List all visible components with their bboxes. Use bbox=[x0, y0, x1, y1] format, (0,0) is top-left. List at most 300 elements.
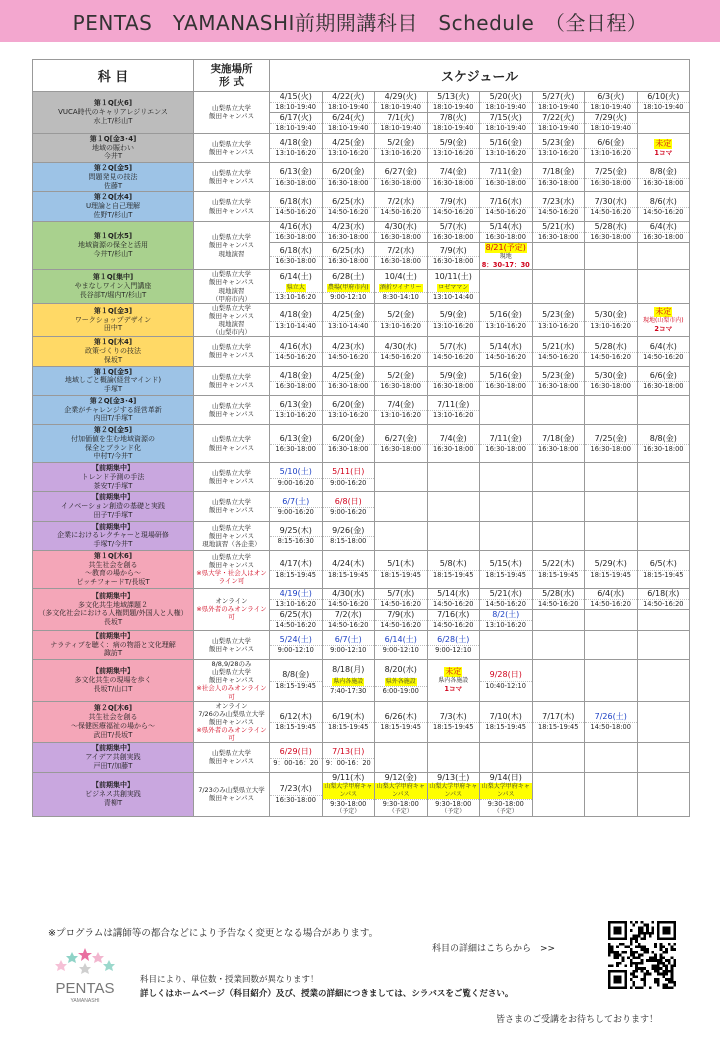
session-date: 5/28(水) bbox=[594, 221, 627, 231]
session-date: 7/26(土) bbox=[594, 711, 627, 721]
venue-text: 山梨県立大学 飯田キャンパス bbox=[208, 139, 255, 157]
session-slot bbox=[322, 192, 375, 221]
session-time: 16:30-18:00 bbox=[428, 444, 480, 454]
course-venue bbox=[194, 366, 270, 395]
venue-text: 山梨県立大学 飯田キャンパス bbox=[208, 343, 255, 360]
session-date: 5/10(土) bbox=[279, 467, 312, 477]
table-header-row bbox=[33, 60, 690, 92]
session-slot bbox=[532, 701, 585, 743]
session-time: 16:30-18:00 bbox=[638, 232, 690, 242]
course-row bbox=[33, 463, 690, 492]
session-slot bbox=[375, 163, 428, 192]
session-time: 13:10-16:20 bbox=[375, 321, 427, 331]
session-time: 13:10-16:20 bbox=[270, 148, 322, 158]
course-venue bbox=[194, 133, 270, 162]
session-date: 5/1(木) bbox=[387, 559, 415, 569]
session-time: 14:50-16:20 bbox=[375, 352, 427, 362]
course-venue bbox=[194, 743, 270, 772]
session-slot bbox=[427, 133, 480, 162]
session-date: 7/1(火) bbox=[387, 112, 415, 122]
session-slot bbox=[322, 630, 375, 659]
session-slot bbox=[480, 743, 533, 772]
session-time: 9:00-16:20 bbox=[323, 478, 375, 488]
session-time: 18:10-19:40 bbox=[270, 102, 322, 112]
session-time: 9:00-12:10 bbox=[375, 645, 427, 655]
session-slot bbox=[375, 630, 428, 659]
session-date: 4/18(金) bbox=[279, 310, 312, 320]
session-slot bbox=[585, 630, 638, 659]
session-time: 9：00-16：20 bbox=[323, 758, 375, 768]
course-teacher: 佐野T/杉山T bbox=[93, 210, 133, 219]
session-slot bbox=[585, 521, 638, 550]
venue-text: 山梨県立大学 飯田キャンパス 現地演習 bbox=[208, 233, 255, 258]
session-date: 7/18(金) bbox=[542, 433, 575, 443]
session-date: 5/29(木) bbox=[594, 559, 627, 569]
course-venue bbox=[194, 221, 270, 270]
session-slot bbox=[375, 192, 428, 221]
session-slot bbox=[637, 463, 690, 492]
session-time: 9：00-16：20 bbox=[270, 758, 322, 768]
session-slot bbox=[532, 303, 585, 337]
session-time: 18:10-19:40 bbox=[375, 102, 427, 112]
session-date: 4/15(火) bbox=[279, 92, 312, 101]
session-time: 14:50-16:20 bbox=[270, 207, 322, 217]
course-teacher: 保坂T bbox=[103, 355, 123, 364]
session-slot bbox=[427, 550, 480, 588]
session-date: 6/6(金) bbox=[597, 138, 625, 148]
session-slot bbox=[270, 743, 323, 772]
session-date: 7/13(日) bbox=[332, 747, 365, 757]
venue-text: 山梨県立大学 飯田キャンパス bbox=[208, 198, 255, 215]
venue-text: 山梨県立大学 飯田キャンパス bbox=[208, 498, 255, 515]
session-place: 県内各施設 bbox=[438, 677, 469, 685]
session-time: 14:50-16:20 bbox=[480, 352, 532, 362]
session-slot bbox=[270, 463, 323, 492]
course-title: 【前期集中】 bbox=[92, 522, 134, 531]
course-title: 第２Q[金5] bbox=[93, 426, 133, 435]
session-slot bbox=[637, 366, 690, 395]
session-time: 16:30-18:00 bbox=[585, 232, 637, 242]
session-slot bbox=[532, 92, 585, 113]
session-time: 9:30-18:00 bbox=[323, 799, 375, 809]
session-slot bbox=[637, 521, 690, 550]
session-slot bbox=[532, 337, 585, 366]
course-title: 第１Q[木4] bbox=[93, 338, 133, 347]
session-slot bbox=[585, 112, 638, 133]
session-date: 9/14(日) bbox=[489, 772, 522, 782]
session-date: 6/12(木) bbox=[279, 711, 312, 721]
session-slot bbox=[427, 772, 480, 816]
course-teacher: ピッチフォードT/長坂T bbox=[76, 578, 150, 587]
session-slot bbox=[375, 701, 428, 743]
session-date: 6/4(水) bbox=[597, 588, 625, 598]
course-subject bbox=[33, 133, 194, 162]
session-date: 6/4(水) bbox=[649, 221, 677, 231]
session-slot bbox=[270, 772, 323, 816]
course-row bbox=[33, 133, 690, 162]
course-venue bbox=[194, 425, 270, 463]
session-date: 6/3(火) bbox=[597, 92, 625, 101]
session-time: 16:30-18:00 bbox=[585, 178, 637, 188]
session-slot bbox=[427, 366, 480, 395]
session-slot bbox=[427, 743, 480, 772]
course-desc: アイデア共創実践 bbox=[85, 753, 141, 762]
venue-text: 山梨県立大学 飯田キャンパス bbox=[208, 469, 255, 486]
session-time: 13:10-14:40 bbox=[270, 321, 322, 331]
course-title: 【前期集中】 bbox=[92, 781, 134, 790]
session-time: 14:50-16:20 bbox=[638, 352, 690, 362]
course-venue bbox=[194, 588, 270, 630]
session-date: 4/16(水) bbox=[279, 341, 312, 351]
session-slot bbox=[637, 660, 690, 702]
session-time: 18:10-19:40 bbox=[638, 102, 690, 112]
session-date: 5/28(水) bbox=[594, 341, 627, 351]
session-place: 県外各施設 bbox=[385, 677, 416, 685]
course-venue bbox=[194, 192, 270, 221]
session-slot bbox=[637, 92, 690, 113]
session-slot bbox=[637, 133, 690, 162]
session-time: 9:00-12:10 bbox=[428, 645, 480, 655]
course-title: 【前期集中】 bbox=[92, 631, 134, 640]
session-slot bbox=[322, 163, 375, 192]
course-venue bbox=[194, 337, 270, 366]
session-slot bbox=[375, 743, 428, 772]
course-venue bbox=[194, 701, 270, 743]
session-date: 5/8(木) bbox=[439, 559, 467, 569]
session-slot bbox=[427, 303, 480, 337]
course-desc: 共生社会を創る ～教育の場から～ bbox=[85, 560, 141, 578]
session-date: 6/19(木) bbox=[332, 711, 365, 721]
venue-text: 山梨県立大学 飯田キャンパス bbox=[208, 372, 255, 389]
session-slot bbox=[637, 743, 690, 772]
course-teacher: 青柳T bbox=[103, 798, 123, 807]
session-time: 16:30-18:00 bbox=[375, 444, 427, 454]
session-slot bbox=[585, 425, 638, 463]
course-desc: 地域資源の保全と活用 bbox=[78, 241, 148, 250]
session-time: 1コマ bbox=[654, 148, 673, 157]
session-slot bbox=[585, 192, 638, 221]
session-note: （予定） bbox=[388, 808, 413, 816]
session-slot bbox=[427, 588, 480, 609]
session-place: 農場(甲府市内) bbox=[327, 284, 369, 292]
session-slot bbox=[480, 660, 533, 702]
session-date: 5/23(金) bbox=[542, 370, 575, 380]
session-date: 4/25(金) bbox=[332, 370, 365, 380]
session-time: 14:50-16:20 bbox=[533, 207, 585, 217]
course-desc: 多文化共生地域課題２ （多文化社会における人権問題/外国人と人権） bbox=[38, 600, 188, 618]
course-venue bbox=[194, 550, 270, 588]
session-time: 14:50-16:20 bbox=[323, 207, 375, 217]
session-slot bbox=[427, 192, 480, 221]
course-title: 第２Q[水4] bbox=[93, 193, 133, 202]
session-time: 14:50-16:20 bbox=[428, 620, 480, 630]
session-date: 8/8(金) bbox=[282, 670, 310, 680]
course-subject bbox=[33, 743, 194, 772]
session-date: 7/9(水) bbox=[387, 609, 415, 619]
session-date: 6/28(土) bbox=[437, 634, 470, 644]
session-time: 18:15-19:45 bbox=[270, 681, 322, 691]
session-slot bbox=[322, 133, 375, 162]
course-teacher: 手塚T bbox=[103, 385, 123, 394]
session-slot bbox=[427, 395, 480, 424]
session-date: 5/2(金) bbox=[387, 138, 415, 148]
course-title: 【前期集中】 bbox=[92, 591, 134, 600]
session-time: 13:10-16:20 bbox=[428, 148, 480, 158]
course-title: 第１Q[集中] bbox=[92, 273, 134, 282]
session-date: 5/30(金) bbox=[594, 370, 627, 380]
session-slot bbox=[322, 425, 375, 463]
venue-warning: ※県外者のみオンライン可 bbox=[196, 726, 267, 743]
course-title: 第１Q[金3･4] bbox=[89, 134, 137, 143]
course-venue bbox=[194, 492, 270, 521]
session-time: 9:00-16:20 bbox=[323, 507, 375, 517]
course-desc: U理論と自己理解 bbox=[85, 202, 141, 211]
session-date: 4/25(金) bbox=[332, 138, 365, 148]
course-venue bbox=[194, 163, 270, 192]
session-time: 16:30-18:00 bbox=[270, 178, 322, 188]
session-date: 7/8(火) bbox=[439, 112, 467, 122]
course-title: 第１Q[火6] bbox=[93, 99, 133, 108]
session-place: 現地(山梨市内) bbox=[642, 317, 684, 325]
session-slot bbox=[585, 701, 638, 743]
session-time: 13:10-16:20 bbox=[533, 321, 585, 331]
session-time: 16:30-18:00 bbox=[585, 444, 637, 454]
session-slot bbox=[637, 163, 690, 192]
session-date: 4/23(水) bbox=[332, 221, 365, 231]
session-slot bbox=[322, 112, 375, 133]
session-date: 5/21(水) bbox=[489, 588, 522, 598]
session-date: 7/11(金) bbox=[489, 433, 522, 443]
course-row bbox=[33, 660, 690, 702]
venue-warning: ※県外者のみオンライン可 bbox=[196, 605, 267, 622]
session-time: 16:30-18:00 bbox=[480, 232, 532, 242]
session-date: 6/7(土) bbox=[334, 634, 362, 644]
course-desc: 問題発見の技法 bbox=[88, 172, 138, 181]
course-title: 【前期集中】 bbox=[92, 464, 134, 473]
session-time: 16:30-18:00 bbox=[428, 256, 480, 266]
session-slot bbox=[480, 92, 533, 113]
session-note: （予定） bbox=[441, 808, 466, 816]
session-time: 18:15-19:45 bbox=[428, 570, 480, 580]
session-time: 14:50-16:20 bbox=[638, 207, 690, 217]
session-slot bbox=[637, 701, 690, 743]
session-time: 16:30-18:00 bbox=[533, 444, 585, 454]
session-time: 14:50-16:20 bbox=[533, 352, 585, 362]
venue-text: 7/23のみ山梨県立大学 飯田キャンパス bbox=[198, 786, 265, 803]
disclaimer-note: ※プログラムは講師等の都合などにより予告なく変更となる場合があります。 bbox=[48, 928, 379, 939]
session-slot bbox=[480, 221, 533, 242]
session-slot bbox=[585, 463, 638, 492]
venue-text: 山梨県立大学 飯田キャンパス bbox=[208, 749, 255, 766]
session-time: 16:30-18:00 bbox=[375, 381, 427, 391]
session-time: 13:10-14:40 bbox=[323, 321, 375, 331]
course-title: 第１Q[水5] bbox=[93, 232, 133, 241]
course-desc: やまなしワイン入門講座 bbox=[74, 282, 152, 291]
session-date: 5/9(金) bbox=[439, 370, 467, 380]
session-date: 7/16(水) bbox=[489, 196, 522, 206]
closing-message: 皆さまのご受講をお待ちしております！ bbox=[496, 1015, 659, 1025]
session-date: 4/22(火) bbox=[332, 92, 365, 101]
course-teacher: 内田T/手塚T bbox=[93, 414, 133, 423]
session-date: 7/2(水) bbox=[387, 196, 415, 206]
session-time: 18:15-19:45 bbox=[323, 722, 375, 732]
session-time: 9:00-16:20 bbox=[270, 507, 322, 517]
session-date: 5/14(水) bbox=[489, 221, 522, 231]
session-time: 18:10-19:40 bbox=[585, 123, 637, 133]
session-date: 6/25(水) bbox=[332, 246, 365, 255]
session-place: 県立大 bbox=[286, 284, 305, 292]
session-time: 9:30-18:00 bbox=[375, 799, 427, 809]
session-date: 9/11(木) bbox=[332, 772, 365, 782]
session-time: 16:30-18:00 bbox=[270, 795, 322, 805]
session-time: 13:10-16:20 bbox=[375, 148, 427, 158]
session-time: 18:10-19:40 bbox=[480, 102, 532, 112]
session-date: 9/28(日) bbox=[489, 670, 522, 680]
session-slot bbox=[480, 337, 533, 366]
session-date: 4/30(水) bbox=[384, 341, 417, 351]
qr-code-icon[interactable] bbox=[608, 921, 676, 989]
course-row bbox=[33, 701, 690, 743]
session-slot bbox=[480, 463, 533, 492]
session-slot bbox=[585, 588, 638, 609]
session-time: 14:50-16:20 bbox=[375, 207, 427, 217]
course-subject bbox=[33, 92, 194, 134]
session-time: 16:30-18:00 bbox=[480, 381, 532, 391]
session-slot bbox=[270, 366, 323, 395]
session-slot bbox=[322, 395, 375, 424]
session-slot bbox=[585, 743, 638, 772]
session-date: 4/23(水) bbox=[332, 341, 365, 351]
course-teacher: 中村T/今井T bbox=[93, 452, 133, 461]
venue-warning: ※県大学・社会人はオンライン可 bbox=[196, 569, 267, 586]
details-link[interactable]: 科目の詳細はこちらから >> bbox=[432, 944, 556, 954]
session-time: 14:50-16:20 bbox=[638, 599, 690, 609]
session-slot bbox=[480, 425, 533, 463]
session-slot bbox=[375, 772, 428, 816]
star-cluster-icon bbox=[55, 948, 115, 974]
session-date: 7/22(火) bbox=[542, 112, 575, 122]
venue-text: 山梨県立大学 飯田キャンパス bbox=[208, 104, 255, 121]
course-teacher: 茶安T/手塚T bbox=[93, 481, 133, 490]
session-slot bbox=[637, 425, 690, 463]
course-title: 第２Q[金5] bbox=[93, 164, 133, 173]
session-time: 18:10-19:40 bbox=[480, 123, 532, 133]
session-time: 8:15-18:00 bbox=[323, 536, 375, 546]
session-slot bbox=[585, 242, 638, 270]
session-date: 5/15(木) bbox=[489, 559, 522, 569]
session-date: 4/29(火) bbox=[384, 92, 417, 101]
session-date: 4/16(水) bbox=[279, 221, 312, 231]
session-slot bbox=[637, 609, 690, 630]
session-date: 4/18(金) bbox=[279, 370, 312, 380]
session-date: 5/14(水) bbox=[437, 588, 470, 598]
session-slot bbox=[270, 337, 323, 366]
course-teacher: 長坂T bbox=[103, 618, 123, 627]
course-subject bbox=[33, 163, 194, 192]
session-date: 6/4(水) bbox=[649, 341, 677, 351]
session-time: 14:50-16:20 bbox=[428, 207, 480, 217]
session-date: 5/24(土) bbox=[279, 634, 312, 644]
session-slot bbox=[375, 463, 428, 492]
session-slot bbox=[480, 395, 533, 424]
session-slot bbox=[322, 463, 375, 492]
session-date: 8/20(水) bbox=[384, 665, 417, 675]
session-time: 16:30-18:00 bbox=[323, 232, 375, 242]
session-date: 未定 bbox=[655, 306, 672, 316]
session-time: 14:50-16:20 bbox=[323, 620, 375, 630]
session-slot bbox=[532, 395, 585, 424]
session-time: 13:10-16:20 bbox=[428, 321, 480, 331]
session-slot bbox=[322, 221, 375, 242]
course-row bbox=[33, 743, 690, 772]
session-time: 18:15-19:45 bbox=[323, 570, 375, 580]
session-slot bbox=[532, 221, 585, 242]
session-time: 13:10-16:20 bbox=[270, 599, 322, 609]
session-slot bbox=[270, 395, 323, 424]
session-time: 14:50-16:20 bbox=[585, 599, 637, 609]
session-date: 7/23(水) bbox=[279, 784, 312, 794]
session-slot bbox=[532, 550, 585, 588]
course-title: 【前期集中】 bbox=[92, 667, 134, 676]
course-title: 第１Q[金3] bbox=[93, 306, 133, 315]
session-slot bbox=[532, 492, 585, 521]
session-time: 18:15-19:45 bbox=[270, 722, 322, 732]
session-date: 6/25(水) bbox=[279, 609, 312, 619]
session-time: 13:10-16:20 bbox=[480, 148, 532, 158]
session-slot bbox=[322, 92, 375, 113]
session-slot bbox=[375, 221, 428, 242]
session-slot bbox=[375, 133, 428, 162]
session-time: 10:40-12:10 bbox=[480, 681, 532, 691]
course-subject bbox=[33, 395, 194, 424]
session-date: 5/9(金) bbox=[439, 138, 467, 148]
course-row bbox=[33, 425, 690, 463]
session-slot bbox=[270, 588, 323, 609]
session-time: 18:10-19:40 bbox=[323, 102, 375, 112]
session-slot bbox=[270, 133, 323, 162]
page-title: PENTAS YAMANASHI前期開講科目 Schedule （全日程） bbox=[0, 0, 720, 42]
session-time: 9:00-12:10 bbox=[323, 292, 375, 302]
session-slot bbox=[532, 133, 585, 162]
session-slot bbox=[375, 112, 428, 133]
session-slot bbox=[427, 425, 480, 463]
session-slot bbox=[637, 221, 690, 242]
session-time: 18:10-19:40 bbox=[375, 123, 427, 133]
session-date: 5/22(木) bbox=[542, 559, 575, 569]
session-time: 13:10-16:20 bbox=[585, 148, 637, 158]
credits-note: 科目により、単位数・授業回数が異なります！ bbox=[140, 975, 319, 985]
session-slot bbox=[375, 395, 428, 424]
session-time: 16:30-18:00 bbox=[585, 381, 637, 391]
session-time: 9:30-18:00 bbox=[428, 799, 480, 809]
session-time: 18:10-19:40 bbox=[270, 123, 322, 133]
session-date: 5/27(火) bbox=[542, 92, 575, 101]
session-slot bbox=[585, 550, 638, 588]
course-title: 第２Q[金3･4] bbox=[89, 396, 137, 405]
venue-text: 山梨県立大学 飯田キャンパス bbox=[208, 435, 255, 452]
session-time: 16:30-18:00 bbox=[533, 381, 585, 391]
session-time: 16:30-18:00 bbox=[270, 444, 322, 454]
session-time: 13:10-14:40 bbox=[428, 292, 480, 302]
session-date: 7/29(火) bbox=[594, 112, 627, 122]
session-date: 5/2(金) bbox=[387, 370, 415, 380]
course-row bbox=[33, 492, 690, 521]
session-time: 16:30-18:00 bbox=[533, 178, 585, 188]
course-subject bbox=[33, 660, 194, 702]
course-teacher: 田子T/手塚T bbox=[93, 510, 133, 519]
session-slot bbox=[532, 660, 585, 702]
session-slot bbox=[427, 221, 480, 242]
